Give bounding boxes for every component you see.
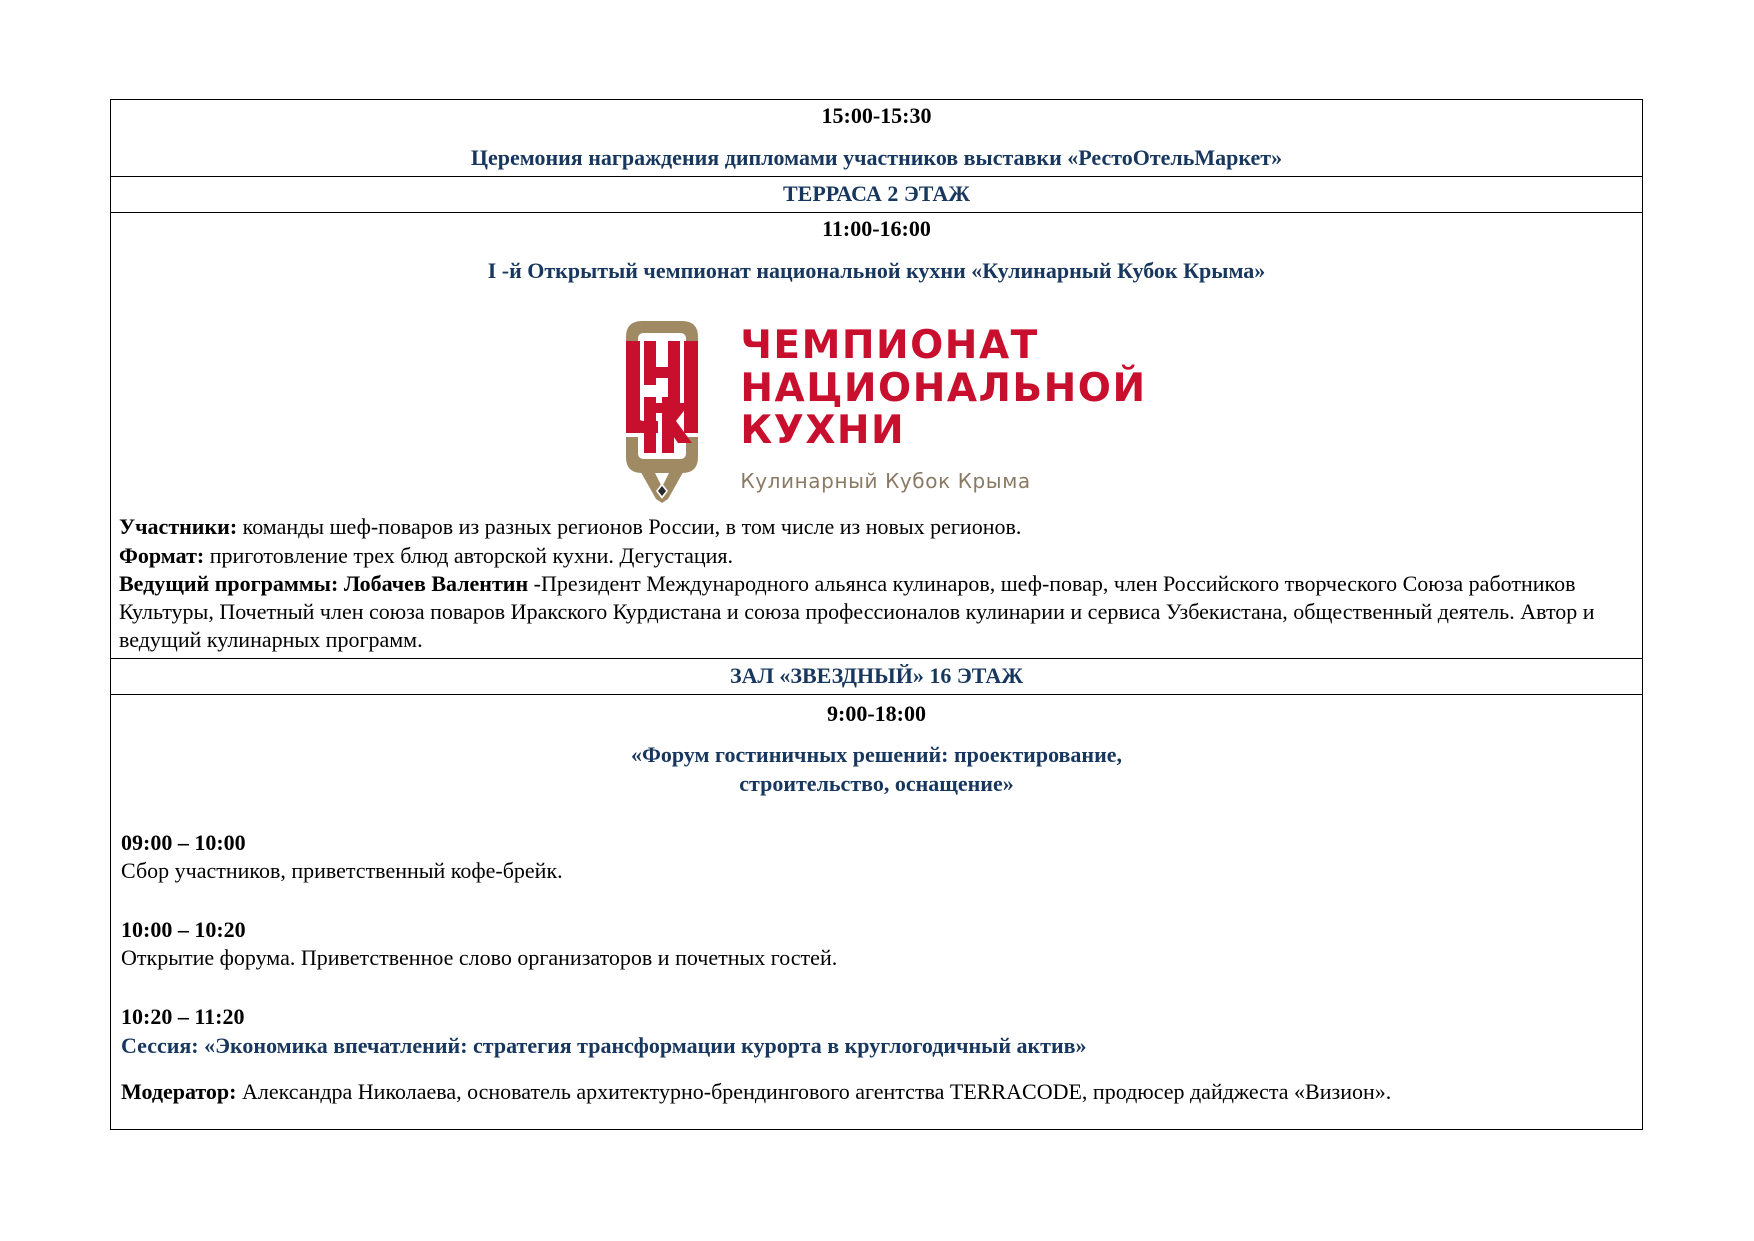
table-row-award-ceremony bbox=[111, 100, 1643, 177]
detail-text-participants: команды шеф-поваров из разных регионов России, в том числе из новых регионов. bbox=[237, 514, 1022, 540]
schedule-item-time: 10:00 – 10:20 bbox=[121, 916, 246, 942]
award-ceremony-time: 15:00-15:30 bbox=[821, 103, 932, 128]
schedule-item-description: Сессия: «Экономика впечатлений: стратегия трансформации курорта в круглогодичный актив» bbox=[121, 1032, 1087, 1058]
spacer bbox=[119, 130, 1634, 144]
detail-text-format: приготовление трех блюд авторской кухни. Дегустация. bbox=[204, 542, 734, 568]
cell-forum bbox=[111, 694, 1643, 1129]
schedule-item-time: 09:00 – 10:00 bbox=[121, 829, 246, 855]
forum-schedule-item bbox=[121, 916, 1632, 973]
forum-moderator bbox=[121, 1078, 1632, 1107]
spacer bbox=[121, 886, 1632, 916]
detail-label-format: Формат: bbox=[119, 542, 205, 568]
table-row-venue-hall bbox=[111, 659, 1643, 695]
forum-time: 9:00-18:00 bbox=[827, 700, 926, 726]
logo-line-2: НАЦИОНАЛЬНОЙ bbox=[740, 365, 1147, 411]
championship-logo bbox=[119, 285, 1634, 513]
venue-hall-label: ЗАЛ «ЗВЕЗДНЫЙ» 16 ЭТАЖ bbox=[730, 663, 1023, 689]
spacer bbox=[121, 1060, 1632, 1078]
spacer bbox=[121, 799, 1632, 829]
moderator-text: Александра Николаева, основатель архитектурно-брендингового агентства TERRACODE, продюсер дайджеста «Визион». bbox=[236, 1079, 1392, 1105]
championship-title: I -й Открытый чемпионат национальной кухни «Кулинарный Кубок Крыма» bbox=[487, 257, 1266, 283]
championship-time: 11:00-16:00 bbox=[822, 215, 931, 241]
detail-text-host: -Президент Международного альянса кулинаров, шеф-повар, член Российского творческого Союза работников Культуры, Почетный член союза поваров Иракского Курдистана и союза профессионалов кулинарии и сервиса Узбекистана, общественный деятель. Автор и ведущий кулинарных программ. bbox=[119, 570, 1595, 652]
detail-label-participants: Участники: bbox=[119, 514, 238, 540]
championship-detail-format bbox=[119, 542, 1634, 570]
forum-schedule-item bbox=[121, 829, 1632, 886]
detail-label-host: Ведущий программы: Лобачев Валентин bbox=[119, 570, 529, 596]
forum-title-line-1: «Форум гостиничных решений: проектирование, bbox=[630, 742, 1123, 768]
venue-terrace-label: ТЕРРАСА 2 ЭТАЖ bbox=[782, 181, 971, 207]
championship-detail-host bbox=[119, 570, 1634, 654]
schedule-item-time: 10:20 – 11:20 bbox=[121, 1004, 245, 1030]
schedule-table bbox=[110, 99, 1643, 1130]
logo-tagline: Кулинарный Кубок Крыма bbox=[740, 468, 1031, 493]
logo-text-block bbox=[740, 307, 1146, 493]
table-row-forum bbox=[111, 694, 1643, 1129]
cell-venue-hall bbox=[111, 659, 1643, 695]
spacer bbox=[121, 727, 1632, 741]
cell-award-ceremony bbox=[111, 100, 1643, 177]
table-row-venue-terrace bbox=[111, 177, 1643, 213]
championship-detail-participants bbox=[119, 513, 1634, 541]
spacer bbox=[119, 243, 1634, 257]
schedule-item-description: Открытие форума. Приветственное слово организаторов и почетных гостей. bbox=[121, 945, 838, 971]
table-row-championship bbox=[111, 212, 1643, 658]
moderator-label: Модератор: bbox=[121, 1079, 237, 1105]
cell-championship bbox=[111, 212, 1643, 658]
forum-title-line-2: строительство, оснащение» bbox=[739, 771, 1014, 797]
award-ceremony-title: Церемония награждения дипломами участников выставки «РестоОтельМаркет» bbox=[470, 144, 1283, 170]
forum-schedule-item bbox=[121, 1003, 1632, 1060]
cell-venue-terrace bbox=[111, 177, 1643, 213]
schedule-item-description: Сбор участников, приветственный кофе-брейк. bbox=[121, 858, 563, 884]
logo-line-1: ЧЕМПИОНАТ bbox=[740, 323, 1039, 369]
chk-monogram-emblem-icon bbox=[606, 307, 718, 503]
logo-line-3: КУХНИ bbox=[740, 408, 906, 454]
spacer bbox=[121, 973, 1632, 1003]
